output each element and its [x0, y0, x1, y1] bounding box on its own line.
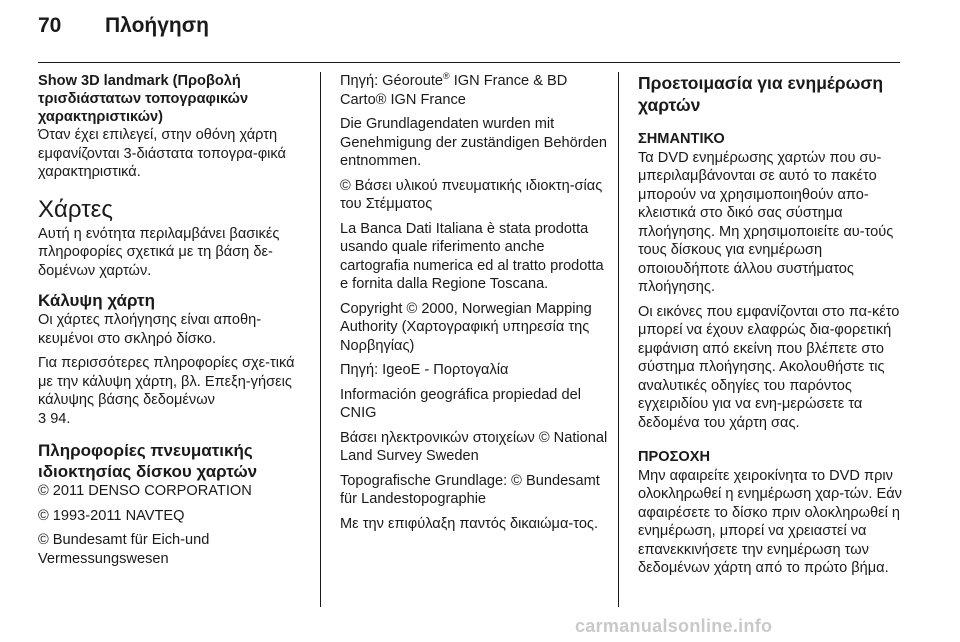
maps-text: Αυτή η ενότητα περιλαμβάνει βασικές πληροφορίες σχετικά με τη βάση δε-δομένων χαρτών. [38, 225, 280, 279]
source-spain: Información geográfica propiedad del CNIG [340, 386, 581, 421]
source-portugal: Πηγή: IgeoE - Πορτογαλία [340, 362, 509, 378]
column-divider [618, 72, 619, 607]
page-number: 70 [38, 14, 62, 37]
source-uk: © Βάσει υλικού πνευματικής ιδιοκτη-σίας του Στέμματος [340, 177, 603, 212]
copyright-line: © 1993-2011 NAVTEQ [38, 507, 185, 524]
source-norway: Copyright © 2000, Norwegian Mapping Authority (Χαρτογραφική υπηρεσία της Νορβηγίας) [340, 300, 592, 354]
important-text: Τα DVD ενημέρωσης χαρτών που συ-μπεριλαμβάνονται σε αυτό το πακέτο μπορούν να χρησιμοποιηθούν απο-κλειστικά στο δικό σας σύστημα πλοήγησης. Μη χρησιμοποιείτε αυ-τούς τους δίσκους για ενημέρωση οποιουδήποτε άλλου συστήματος πλοήγησης. [638, 149, 894, 295]
page-header [38, 14, 900, 63]
source-sweden: Βάσει ηλεκτρονικών στοιχείων © National Land Survey Sweden [340, 429, 608, 464]
caution-text: Μην αφαιρείτε χειροκίνητα το DVD πριν ολοκληρωθεί η ενημέρωση χαρ-τών. Εάν αφαιρέσετε το δίσκο πριν ολοκληρωθεί η ενημέρωση, μπορεί να χρειαστεί να επανεκκινήσετε την ενημέρωση των δεδομένων χάρτη από το πρώτο βήμα. [638, 467, 902, 576]
landmark-heading: Show 3D landmark (Προβολή τρισδιάστατων τοπογραφικών χαρακτηριστικών) [38, 73, 249, 125]
important-text: Οι εικόνες που εμφανίζονται στο πα-κέτο μπορεί να έχουν ελαφρώς δια-φορετική εμφάνιση από εκείνη που βλέπετε στο σύστημα πλοήγησης. Ακολουθήστε τις αναλυτικές οδηγίες του παρόντος εγχειριδίου για να ενη-μερώσετε τα δεδομένα του χάρτη σας. [638, 303, 900, 431]
page-title: Πλοήγηση [105, 14, 209, 37]
important-label: ΣΗΜΑΝΤΙΚΟ [638, 131, 725, 147]
source-germany: Die Grundlagendaten wurden mit Genehmigung der zuständigen Behörden entnommen. [340, 116, 607, 169]
source-france: Πηγή: Géoroute® IGN France & BD Carto® IGN France [340, 71, 568, 108]
rights-reserved: Με την επιφύλαξη παντός δικαιώμα-τος. [340, 515, 599, 532]
column-left [38, 72, 306, 574]
page-reference-link[interactable]: 94. [50, 410, 71, 427]
maps-heading: Χάρτες [38, 195, 113, 223]
column-right [638, 72, 906, 584]
source-switzerland: Topografische Grundlage: © Bundesamt für Landestopographie [340, 472, 600, 507]
landmark-text: Όταν έχει επιλεγεί, στην οθόνη χάρτη εμφανίζονται 3-διάστατα τοπογρα-φικά χαρακτηριστικά. [38, 127, 286, 180]
source-italy: La Banca Dati Italiana è stata prodotta usando quale riferimento anche cartografia numerica ed al tratto prodotta e fornita dalla Regione Toscana. [340, 220, 604, 292]
caution-label: ΠΡΟΣΟΧΗ [638, 449, 711, 465]
watermark: carmanualsonline.info [575, 616, 773, 636]
copyright-heading: Πληροφορίες πνευματικής ιδιοκτησίας δίσκου χαρτών [38, 441, 258, 481]
coverage-heading: Κάλυψη χάρτη [38, 291, 155, 310]
copyright-line: © 2011 DENSO CORPORATION [38, 483, 252, 499]
coverage-text: Οι χάρτες πλοήγησης είναι αποθη-κευμένοι στο σκληρό δίσκο. [38, 312, 262, 347]
copyright-line: © Bundesamt für Eich-und Vermessungswesen [38, 532, 210, 567]
column-divider [320, 72, 321, 607]
coverage-reference: Για περισσότερες πληροφορίες σχε-τικά με την κάλυψη χάρτη, βλ. Επεξη-γήσεις κάλυψης βάσης δεδομένων 3 94. [38, 355, 295, 427]
map-update-prep-heading: Προετοιμασία για ενημέρωση χαρτών [638, 73, 884, 115]
column-middle [340, 72, 608, 539]
page-reference-arrow-icon: 3 [38, 410, 47, 427]
